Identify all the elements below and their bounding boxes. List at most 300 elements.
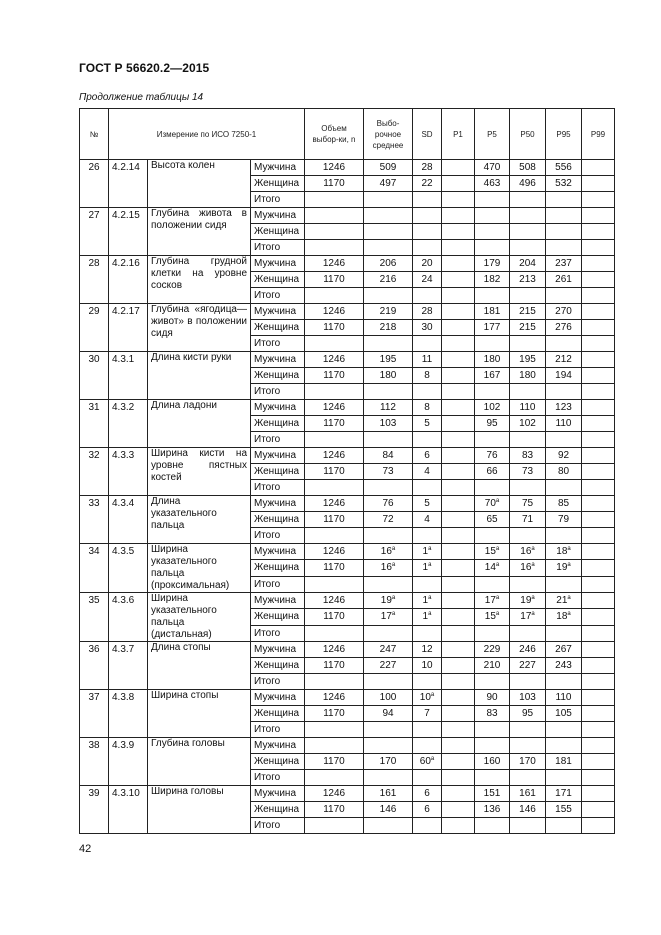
p50-cell bbox=[510, 528, 546, 544]
p99-cell bbox=[582, 642, 615, 658]
p1-cell bbox=[442, 754, 475, 770]
p5-cell bbox=[475, 480, 510, 496]
mean-cell bbox=[364, 336, 413, 352]
sd-cell bbox=[413, 674, 442, 690]
p99-cell bbox=[582, 560, 615, 576]
table-row bbox=[80, 496, 615, 512]
p95-cell: 80 bbox=[546, 464, 582, 480]
footnote-marker: a bbox=[531, 562, 535, 569]
mean-cell: 16$^a$ bbox=[364, 560, 413, 576]
volume-cell: 1246 bbox=[305, 352, 364, 368]
p95-cell: 18$^a$ bbox=[546, 609, 582, 625]
sd-cell: 4 bbox=[413, 512, 442, 528]
footnote-marker: a bbox=[567, 595, 571, 601]
measure-name-cell: Ширина стопы bbox=[148, 690, 251, 738]
p5-cell: 167 bbox=[475, 368, 510, 384]
p95-cell: 110 bbox=[546, 416, 582, 432]
volume-cell: 1170 bbox=[305, 464, 364, 480]
footnote-marker: a bbox=[495, 611, 500, 618]
p99-cell bbox=[582, 512, 615, 528]
p95-cell bbox=[546, 625, 582, 641]
footnote-marker: a bbox=[428, 546, 432, 552]
header-p1: P1 bbox=[442, 109, 475, 160]
p1-cell bbox=[442, 272, 475, 288]
sd-cell bbox=[413, 770, 442, 786]
p99-cell bbox=[582, 674, 615, 690]
mean-cell: 218 bbox=[364, 320, 413, 336]
measure-name-cell: Ширина указательного пальца (дистальная) bbox=[148, 593, 251, 642]
measure-name-cell: Длина кисти руки bbox=[148, 352, 251, 400]
p1-cell bbox=[442, 674, 475, 690]
p5-cell: 470 bbox=[475, 160, 510, 176]
p99-cell bbox=[582, 208, 615, 224]
p50-cell: 215 bbox=[510, 304, 546, 320]
p50-cell: 170 bbox=[510, 754, 546, 770]
mean-cell bbox=[364, 818, 413, 834]
p99-cell bbox=[582, 658, 615, 674]
p1-cell bbox=[442, 593, 475, 609]
p95-cell bbox=[546, 722, 582, 738]
p50-cell: 215 bbox=[510, 320, 546, 336]
p95-cell: 123 bbox=[546, 400, 582, 416]
sd-cell bbox=[413, 208, 442, 224]
volume-cell: 1246 bbox=[305, 496, 364, 512]
table-row bbox=[80, 690, 615, 706]
sex-cell: Мужчина bbox=[251, 642, 305, 658]
p50-cell bbox=[510, 288, 546, 304]
p1-cell bbox=[442, 368, 475, 384]
sd-cell: 8 bbox=[413, 368, 442, 384]
p99-cell bbox=[582, 609, 615, 625]
p95-cell bbox=[546, 576, 582, 592]
p99-cell bbox=[582, 384, 615, 400]
p5-cell: 15$^a$ bbox=[475, 544, 510, 560]
p1-cell bbox=[442, 706, 475, 722]
p50-cell: 227 bbox=[510, 658, 546, 674]
p1-cell bbox=[442, 160, 475, 176]
p95-cell: 270 bbox=[546, 304, 582, 320]
table-row bbox=[80, 448, 615, 464]
page-number: 42 bbox=[79, 843, 92, 855]
mean-cell: 247 bbox=[364, 642, 413, 658]
volume-cell: 1246 bbox=[305, 304, 364, 320]
mean-cell bbox=[364, 722, 413, 738]
p1-cell bbox=[442, 384, 475, 400]
mean-cell: 216 bbox=[364, 272, 413, 288]
p1-cell bbox=[442, 432, 475, 448]
sd-cell: 5 bbox=[413, 416, 442, 432]
sd-cell: 6 bbox=[413, 802, 442, 818]
p1-cell bbox=[442, 176, 475, 192]
sex-cell: Мужчина bbox=[251, 256, 305, 272]
mean-cell bbox=[364, 432, 413, 448]
volume-cell bbox=[305, 528, 364, 544]
p1-cell bbox=[442, 304, 475, 320]
table-row bbox=[80, 208, 615, 224]
mean-cell: 103 bbox=[364, 416, 413, 432]
volume-cell bbox=[305, 224, 364, 240]
p5-cell: 463 bbox=[475, 176, 510, 192]
sd-cell bbox=[413, 528, 442, 544]
measure-name-cell: Ширина кисти на уровне пястных костей bbox=[148, 448, 251, 496]
p50-cell: 110 bbox=[510, 400, 546, 416]
footnote-marker: a bbox=[531, 595, 535, 601]
p99-cell bbox=[582, 496, 615, 512]
p50-cell: 71 bbox=[510, 512, 546, 528]
volume-cell: 1246 bbox=[305, 160, 364, 176]
table-body bbox=[80, 160, 615, 834]
p5-cell: 160 bbox=[475, 754, 510, 770]
p1-cell bbox=[442, 690, 475, 706]
p99-cell bbox=[582, 336, 615, 352]
volume-cell bbox=[305, 432, 364, 448]
sex-cell: Итого bbox=[251, 240, 305, 256]
iso-code-cell: 4.3.8 bbox=[109, 690, 148, 738]
p95-cell: 261 bbox=[546, 272, 582, 288]
p99-cell bbox=[582, 690, 615, 706]
iso-code-cell: 4.3.4 bbox=[109, 496, 148, 544]
p95-cell bbox=[546, 770, 582, 786]
sex-cell: Итого bbox=[251, 625, 305, 641]
sd-cell: 60$^a$ bbox=[413, 754, 442, 770]
measure-name-cell: Глубина головы bbox=[148, 738, 251, 786]
p1-cell bbox=[442, 738, 475, 754]
p99-cell bbox=[582, 480, 615, 496]
sex-cell: Итого bbox=[251, 528, 305, 544]
sex-cell: Итого bbox=[251, 674, 305, 690]
p99-cell bbox=[582, 304, 615, 320]
sex-cell: Итого bbox=[251, 384, 305, 400]
p95-cell: 85 bbox=[546, 496, 582, 512]
sd-cell: 8 bbox=[413, 400, 442, 416]
volume-cell bbox=[305, 208, 364, 224]
p99-cell bbox=[582, 593, 615, 609]
mean-cell: 84 bbox=[364, 448, 413, 464]
row-number-cell: 39 bbox=[80, 786, 109, 834]
p99-cell bbox=[582, 544, 615, 560]
volume-cell bbox=[305, 240, 364, 256]
p95-cell bbox=[546, 288, 582, 304]
mean-cell: 497 bbox=[364, 176, 413, 192]
sex-cell: Женщина bbox=[251, 609, 305, 625]
p95-cell bbox=[546, 224, 582, 240]
header-measure: Измерение по ИСО 7250-1 bbox=[109, 109, 305, 160]
footnote-marker: a bbox=[391, 562, 396, 569]
p50-cell: 246 bbox=[510, 642, 546, 658]
p95-cell: 556 bbox=[546, 160, 582, 176]
sd-cell: 1$^a$ bbox=[413, 544, 442, 560]
header-no: № bbox=[80, 109, 109, 160]
p1-cell bbox=[442, 256, 475, 272]
volume-cell bbox=[305, 576, 364, 592]
p5-cell: 210 bbox=[475, 658, 510, 674]
p99-cell bbox=[582, 528, 615, 544]
p99-cell bbox=[582, 176, 615, 192]
p95-cell bbox=[546, 480, 582, 496]
sd-cell bbox=[413, 240, 442, 256]
p50-cell: 508 bbox=[510, 160, 546, 176]
p1-cell bbox=[442, 818, 475, 834]
p99-cell bbox=[582, 288, 615, 304]
sex-cell: Женщина bbox=[251, 658, 305, 674]
mean-cell bbox=[364, 480, 413, 496]
volume-cell: 1246 bbox=[305, 786, 364, 802]
p5-cell bbox=[475, 770, 510, 786]
p1-cell bbox=[442, 496, 475, 512]
row-number-cell: 32 bbox=[80, 448, 109, 496]
table-row bbox=[80, 160, 615, 176]
footnote-marker: a bbox=[495, 562, 500, 569]
p5-cell bbox=[475, 674, 510, 690]
sd-cell bbox=[413, 384, 442, 400]
p95-cell: 79 bbox=[546, 512, 582, 528]
p1-cell bbox=[442, 722, 475, 738]
p99-cell bbox=[582, 160, 615, 176]
p95-cell: 212 bbox=[546, 352, 582, 368]
p5-cell: 83 bbox=[475, 706, 510, 722]
table-row bbox=[80, 786, 615, 802]
footnote-marker: a bbox=[430, 692, 435, 698]
measure-name-cell: Длина стопы bbox=[148, 642, 251, 690]
sex-cell: Женщина bbox=[251, 272, 305, 288]
p5-cell: 17$^a$ bbox=[475, 593, 510, 609]
iso-code-cell: 4.2.17 bbox=[109, 304, 148, 352]
volume-cell: 1170 bbox=[305, 176, 364, 192]
p5-cell: 102 bbox=[475, 400, 510, 416]
sex-cell: Женщина bbox=[251, 802, 305, 818]
volume-cell bbox=[305, 818, 364, 834]
sd-cell bbox=[413, 722, 442, 738]
measurements-table bbox=[79, 108, 615, 834]
row-number-cell: 37 bbox=[80, 690, 109, 738]
p50-cell bbox=[510, 224, 546, 240]
table-row bbox=[80, 400, 615, 416]
p50-cell bbox=[510, 192, 546, 208]
p5-cell bbox=[475, 240, 510, 256]
iso-code-cell: 4.3.10 bbox=[109, 786, 148, 834]
measure-name-cell: Длина указательного пальца bbox=[148, 496, 251, 544]
p1-cell bbox=[442, 625, 475, 641]
row-number-cell: 28 bbox=[80, 256, 109, 304]
mean-cell: 219 bbox=[364, 304, 413, 320]
measure-name-cell: Ширина головы bbox=[148, 786, 251, 834]
row-number-cell: 29 bbox=[80, 304, 109, 352]
p50-cell: 204 bbox=[510, 256, 546, 272]
p95-cell: 243 bbox=[546, 658, 582, 674]
sd-cell: 30 bbox=[413, 320, 442, 336]
p50-cell bbox=[510, 240, 546, 256]
mean-cell bbox=[364, 208, 413, 224]
footnote-marker: a bbox=[567, 611, 571, 618]
volume-cell: 1246 bbox=[305, 400, 364, 416]
mean-cell: 19$^a$ bbox=[364, 593, 413, 609]
p1-cell bbox=[442, 544, 475, 560]
footnote-marker: a bbox=[531, 546, 535, 552]
p99-cell bbox=[582, 576, 615, 592]
footnote-marker: a bbox=[391, 546, 396, 552]
p99-cell bbox=[582, 240, 615, 256]
mean-cell bbox=[364, 240, 413, 256]
p1-cell bbox=[442, 464, 475, 480]
sex-cell: Мужчина bbox=[251, 786, 305, 802]
sex-cell: Итого bbox=[251, 288, 305, 304]
mean-cell: 76 bbox=[364, 496, 413, 512]
sex-cell: Женщина bbox=[251, 320, 305, 336]
header-p95: P95 bbox=[546, 109, 582, 160]
p5-cell bbox=[475, 738, 510, 754]
p50-cell: 17$^a$ bbox=[510, 609, 546, 625]
p95-cell bbox=[546, 240, 582, 256]
p50-cell: 146 bbox=[510, 802, 546, 818]
volume-cell bbox=[305, 288, 364, 304]
sd-cell: 12 bbox=[413, 642, 442, 658]
measure-name-cell: Высота колен bbox=[148, 160, 251, 208]
iso-code-cell: 4.3.7 bbox=[109, 642, 148, 690]
header-p5: P5 bbox=[475, 109, 510, 160]
p1-cell bbox=[442, 416, 475, 432]
sex-cell: Итого bbox=[251, 336, 305, 352]
p5-cell bbox=[475, 208, 510, 224]
volume-cell: 1170 bbox=[305, 272, 364, 288]
sd-cell: 6 bbox=[413, 786, 442, 802]
footnote-marker: a bbox=[430, 756, 435, 762]
sex-cell: Итого bbox=[251, 722, 305, 738]
p50-cell bbox=[510, 818, 546, 834]
volume-cell bbox=[305, 336, 364, 352]
p1-cell bbox=[442, 288, 475, 304]
mean-cell bbox=[364, 528, 413, 544]
p50-cell bbox=[510, 384, 546, 400]
p5-cell: 181 bbox=[475, 304, 510, 320]
p5-cell bbox=[475, 288, 510, 304]
p99-cell bbox=[582, 722, 615, 738]
p5-cell bbox=[475, 528, 510, 544]
p1-cell bbox=[442, 320, 475, 336]
iso-code-cell: 4.3.2 bbox=[109, 400, 148, 448]
footnote-marker: a bbox=[495, 546, 500, 552]
volume-cell bbox=[305, 674, 364, 690]
measure-name-cell: Глубина грудной клетки на уровне сосков bbox=[148, 256, 251, 304]
mean-cell: 509 bbox=[364, 160, 413, 176]
sex-cell: Женщина bbox=[251, 416, 305, 432]
p5-cell: 76 bbox=[475, 448, 510, 464]
p95-cell: 110 bbox=[546, 690, 582, 706]
p1-cell bbox=[442, 480, 475, 496]
mean-cell: 146 bbox=[364, 802, 413, 818]
volume-cell bbox=[305, 384, 364, 400]
p1-cell bbox=[442, 512, 475, 528]
measure-name-cell: Ширина указательного пальца (проксимальная) bbox=[148, 544, 251, 593]
footnote-marker: a bbox=[567, 562, 571, 569]
volume-cell: 1170 bbox=[305, 802, 364, 818]
p1-cell bbox=[442, 528, 475, 544]
p95-cell bbox=[546, 528, 582, 544]
p95-cell: 267 bbox=[546, 642, 582, 658]
p50-cell: 95 bbox=[510, 706, 546, 722]
p5-cell: 15$^a$ bbox=[475, 609, 510, 625]
table-row bbox=[80, 642, 615, 658]
p99-cell bbox=[582, 256, 615, 272]
iso-code-cell: 4.2.16 bbox=[109, 256, 148, 304]
p1-cell bbox=[442, 400, 475, 416]
p5-cell bbox=[475, 432, 510, 448]
sd-cell: 1$^a$ bbox=[413, 560, 442, 576]
sd-cell: 1$^a$ bbox=[413, 609, 442, 625]
sex-cell: Женщина bbox=[251, 754, 305, 770]
mean-cell: 112 bbox=[364, 400, 413, 416]
sd-cell: 1$^a$ bbox=[413, 593, 442, 609]
volume-cell: 1170 bbox=[305, 658, 364, 674]
sex-cell: Итого bbox=[251, 576, 305, 592]
p50-cell: 16$^a$ bbox=[510, 560, 546, 576]
sd-cell: 7 bbox=[413, 706, 442, 722]
mean-cell bbox=[364, 738, 413, 754]
row-number-cell: 33 bbox=[80, 496, 109, 544]
iso-code-cell: 4.3.6 bbox=[109, 593, 148, 642]
p99-cell bbox=[582, 320, 615, 336]
sex-cell: Мужчина bbox=[251, 400, 305, 416]
p5-cell bbox=[475, 336, 510, 352]
p99-cell bbox=[582, 448, 615, 464]
sex-cell: Итого bbox=[251, 818, 305, 834]
p5-cell: 90 bbox=[475, 690, 510, 706]
footnote-marker: a bbox=[567, 546, 571, 552]
p95-cell bbox=[546, 818, 582, 834]
sex-cell: Мужчина bbox=[251, 352, 305, 368]
p95-cell: 21$^a$ bbox=[546, 593, 582, 609]
p5-cell: 95 bbox=[475, 416, 510, 432]
p50-cell bbox=[510, 738, 546, 754]
p99-cell bbox=[582, 625, 615, 641]
sex-cell: Женщина bbox=[251, 176, 305, 192]
iso-code-cell: 4.2.14 bbox=[109, 160, 148, 208]
p5-cell bbox=[475, 224, 510, 240]
p99-cell bbox=[582, 802, 615, 818]
sex-cell: Итого bbox=[251, 432, 305, 448]
volume-cell: 1246 bbox=[305, 593, 364, 609]
iso-code-cell: 4.3.9 bbox=[109, 738, 148, 786]
sex-cell: Мужчина bbox=[251, 690, 305, 706]
sex-cell: Итого bbox=[251, 480, 305, 496]
sd-cell: 11 bbox=[413, 352, 442, 368]
p95-cell bbox=[546, 674, 582, 690]
p1-cell bbox=[442, 240, 475, 256]
volume-cell: 1246 bbox=[305, 642, 364, 658]
document-title: ГОСТ Р 56620.2—2015 bbox=[79, 61, 210, 75]
p5-cell bbox=[475, 818, 510, 834]
iso-code-cell: 4.3.5 bbox=[109, 544, 148, 593]
p50-cell: 102 bbox=[510, 416, 546, 432]
p5-cell: 180 bbox=[475, 352, 510, 368]
mean-cell bbox=[364, 192, 413, 208]
sex-cell: Мужчина bbox=[251, 738, 305, 754]
p50-cell bbox=[510, 208, 546, 224]
p95-cell: 171 bbox=[546, 786, 582, 802]
p1-cell bbox=[442, 192, 475, 208]
p50-cell: 213 bbox=[510, 272, 546, 288]
p5-cell: 179 bbox=[475, 256, 510, 272]
measure-name-cell: Глубина «ягодица—живот» в положении сидя bbox=[148, 304, 251, 352]
p95-cell bbox=[546, 336, 582, 352]
row-number-cell: 26 bbox=[80, 160, 109, 208]
volume-cell: 1170 bbox=[305, 320, 364, 336]
sex-cell: Итого bbox=[251, 192, 305, 208]
footnote-marker: a bbox=[495, 595, 500, 601]
sd-cell bbox=[413, 576, 442, 592]
p95-cell: 155 bbox=[546, 802, 582, 818]
mean-cell: 17$^a$ bbox=[364, 609, 413, 625]
mean-cell bbox=[364, 770, 413, 786]
